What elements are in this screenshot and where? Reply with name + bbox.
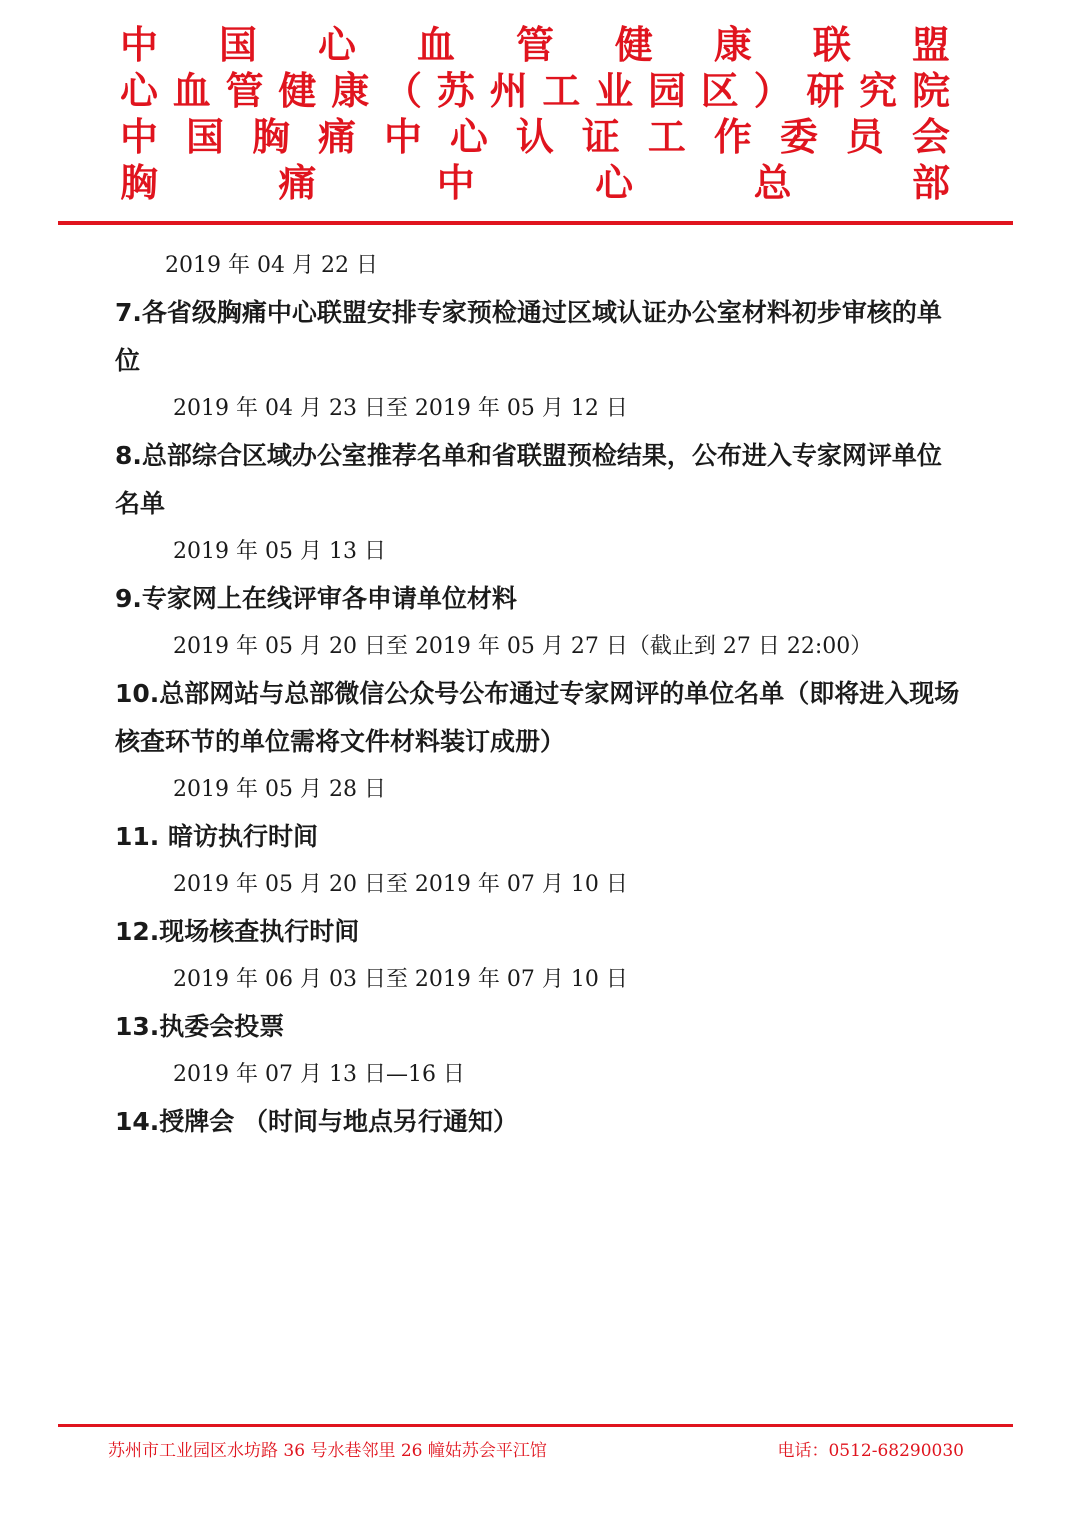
schedule-item: 8.总部综合区域办公室推荐名单和省联盟预检结果，公布进入专家网评单位名单: [115, 441, 942, 518]
letterhead-char: 血: [416, 23, 455, 67]
schedule-item: 10.总部网站与总部微信公众号公布通过专家网评的单位名单（即将进入现场核查环节的单位需将文件材料装订成册）: [115, 679, 960, 756]
letterhead-char: 院: [911, 69, 950, 113]
letterhead-line-3: [120, 114, 950, 160]
schedule-item: 13.执委会投票: [115, 1012, 285, 1041]
schedule-body: [115, 242, 965, 1146]
footer-phone: 电话：0512-68290030: [777, 1441, 964, 1461]
letterhead-line-4: [120, 160, 950, 206]
schedule-date: 2019 年 05 月 13 日: [173, 539, 386, 564]
schedule-date: 2019 年 04 月 22 日: [165, 253, 378, 278]
letterhead-char: 员: [845, 115, 884, 159]
letterhead-char: 管: [225, 69, 264, 113]
letterhead-char: 总: [753, 161, 792, 205]
letterhead-char: 痛: [278, 161, 317, 205]
letterhead-char: 中: [436, 161, 475, 205]
letterhead-char: 心: [120, 69, 159, 113]
letterhead-char: 工: [542, 69, 581, 113]
letterhead-char: 康: [331, 69, 370, 113]
header-divider: [58, 221, 1013, 225]
schedule-date: 2019 年 04 月 23 日至 2019 年 05 月 12 日: [173, 396, 628, 421]
letterhead-char: 证: [581, 115, 620, 159]
letterhead-char: 研: [806, 69, 845, 113]
schedule-date: 2019 年 05 月 28 日: [173, 777, 386, 802]
letterhead-char: 工: [647, 115, 686, 159]
letterhead-char: （: [383, 69, 422, 113]
schedule-date: 2019 年 06 月 03 日至 2019 年 07 月 10 日: [173, 967, 628, 992]
schedule-date: 2019 年 05 月 20 日至 2019 年 05 月 27 日（截止到 27 日 22:00）: [173, 634, 873, 659]
letterhead-char: 委: [779, 115, 818, 159]
letterhead-char: 健: [614, 23, 653, 67]
letterhead-char: 会: [911, 115, 950, 159]
letterhead-char: 国: [218, 23, 257, 67]
letterhead: [120, 22, 950, 206]
letterhead-char: 究: [859, 69, 898, 113]
schedule-date: 2019 年 05 月 20 日至 2019 年 07 月 10 日: [173, 872, 628, 897]
letterhead-char: 痛: [317, 115, 356, 159]
letterhead-char: 中: [383, 115, 422, 159]
footer-address: 苏州市工业园区水坊路 36 号水巷邻里 26 幢姑苏会平江馆: [108, 1441, 547, 1461]
footer: [108, 1436, 964, 1461]
schedule-date: 2019 年 07 月 13 日—16 日: [173, 1062, 465, 1087]
footer-divider: [58, 1424, 1013, 1427]
letterhead-char: 胸: [251, 115, 290, 159]
schedule-item: 11. 暗访执行时间: [115, 822, 318, 851]
letterhead-char: 联: [812, 23, 851, 67]
letterhead-char: 康: [713, 23, 752, 67]
letterhead-char: 心: [317, 23, 356, 67]
letterhead-char: 州: [489, 69, 528, 113]
letterhead-char: 认: [515, 115, 554, 159]
letterhead-char: 盟: [911, 23, 950, 67]
letterhead-char: 心: [449, 115, 488, 159]
schedule-item: 12.现场核查执行时间: [115, 917, 360, 946]
letterhead-char: 心: [595, 161, 634, 205]
letterhead-char: 胸: [120, 161, 159, 205]
schedule-item: 7.各省级胸痛中心联盟安排专家预检通过区域认证办公室材料初步审核的单位: [115, 298, 942, 375]
letterhead-char: 部: [911, 161, 950, 205]
letterhead-char: 业: [595, 69, 634, 113]
letterhead-char: 苏: [436, 69, 475, 113]
letterhead-char: 中: [120, 115, 159, 159]
letterhead-char: 区: [700, 69, 739, 113]
schedule-item: 9.专家网上在线评审各申请单位材料: [115, 584, 517, 613]
letterhead-char: 中: [120, 23, 159, 67]
letterhead-char: 管: [515, 23, 554, 67]
letterhead-line-1: [120, 22, 950, 68]
letterhead-char: 血: [172, 69, 211, 113]
letterhead-char: 健: [278, 69, 317, 113]
letterhead-char: 园: [647, 69, 686, 113]
letterhead-char: ）: [753, 69, 792, 113]
letterhead-char: 国: [185, 115, 224, 159]
letterhead-line-2: [120, 68, 950, 114]
letterhead-char: 作: [713, 115, 752, 159]
schedule-item: 14.授牌会 （时间与地点另行通知）: [115, 1107, 518, 1136]
